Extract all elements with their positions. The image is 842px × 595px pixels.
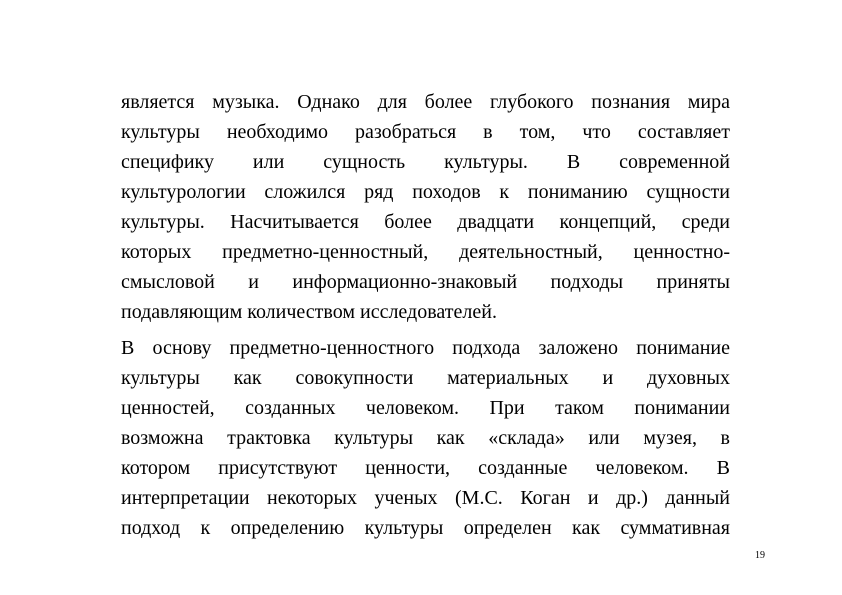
- text-line: подход к определению культуры определен как суммативная: [121, 517, 730, 539]
- text-line: которых предметно-ценностный, деятельностный, ценностно-: [121, 241, 730, 263]
- text-line: является музыка. Однако для более глубокого познания мира: [121, 91, 730, 113]
- text-line: смысловой и информационно-знаковый подходы приняты: [121, 271, 730, 293]
- text-line: интерпретации некоторых ученых (М.С. Коган и др.) данный: [121, 487, 730, 509]
- text-line: котором присутствуют ценности, созданные человеком. В: [121, 457, 730, 479]
- text-line: культуры необходимо разобраться в том, что составляет: [121, 121, 730, 143]
- text-line: возможна трактовка культуры как «склада» или музея, в: [121, 427, 730, 449]
- text-line: подавляющим количеством исследователей.: [121, 301, 497, 323]
- text-line: культурологии сложился ряд походов к пониманию сущности: [121, 181, 730, 203]
- page-number: 19: [755, 550, 765, 561]
- text-line: В основу предметно-ценностного подхода заложено понимание: [121, 337, 730, 359]
- paragraph-1: [121, 87, 730, 327]
- body-text: [121, 87, 730, 543]
- text-line: специфику или сущность культуры. В современной: [121, 151, 730, 173]
- text-line: культуры. Насчитывается более двадцати концепций, среди: [121, 211, 730, 233]
- text-line: ценностей, созданных человеком. При таком понимании: [121, 397, 730, 419]
- text-line: культуры как совокупности материальных и духовных: [121, 367, 730, 389]
- paragraph-2: [121, 333, 730, 543]
